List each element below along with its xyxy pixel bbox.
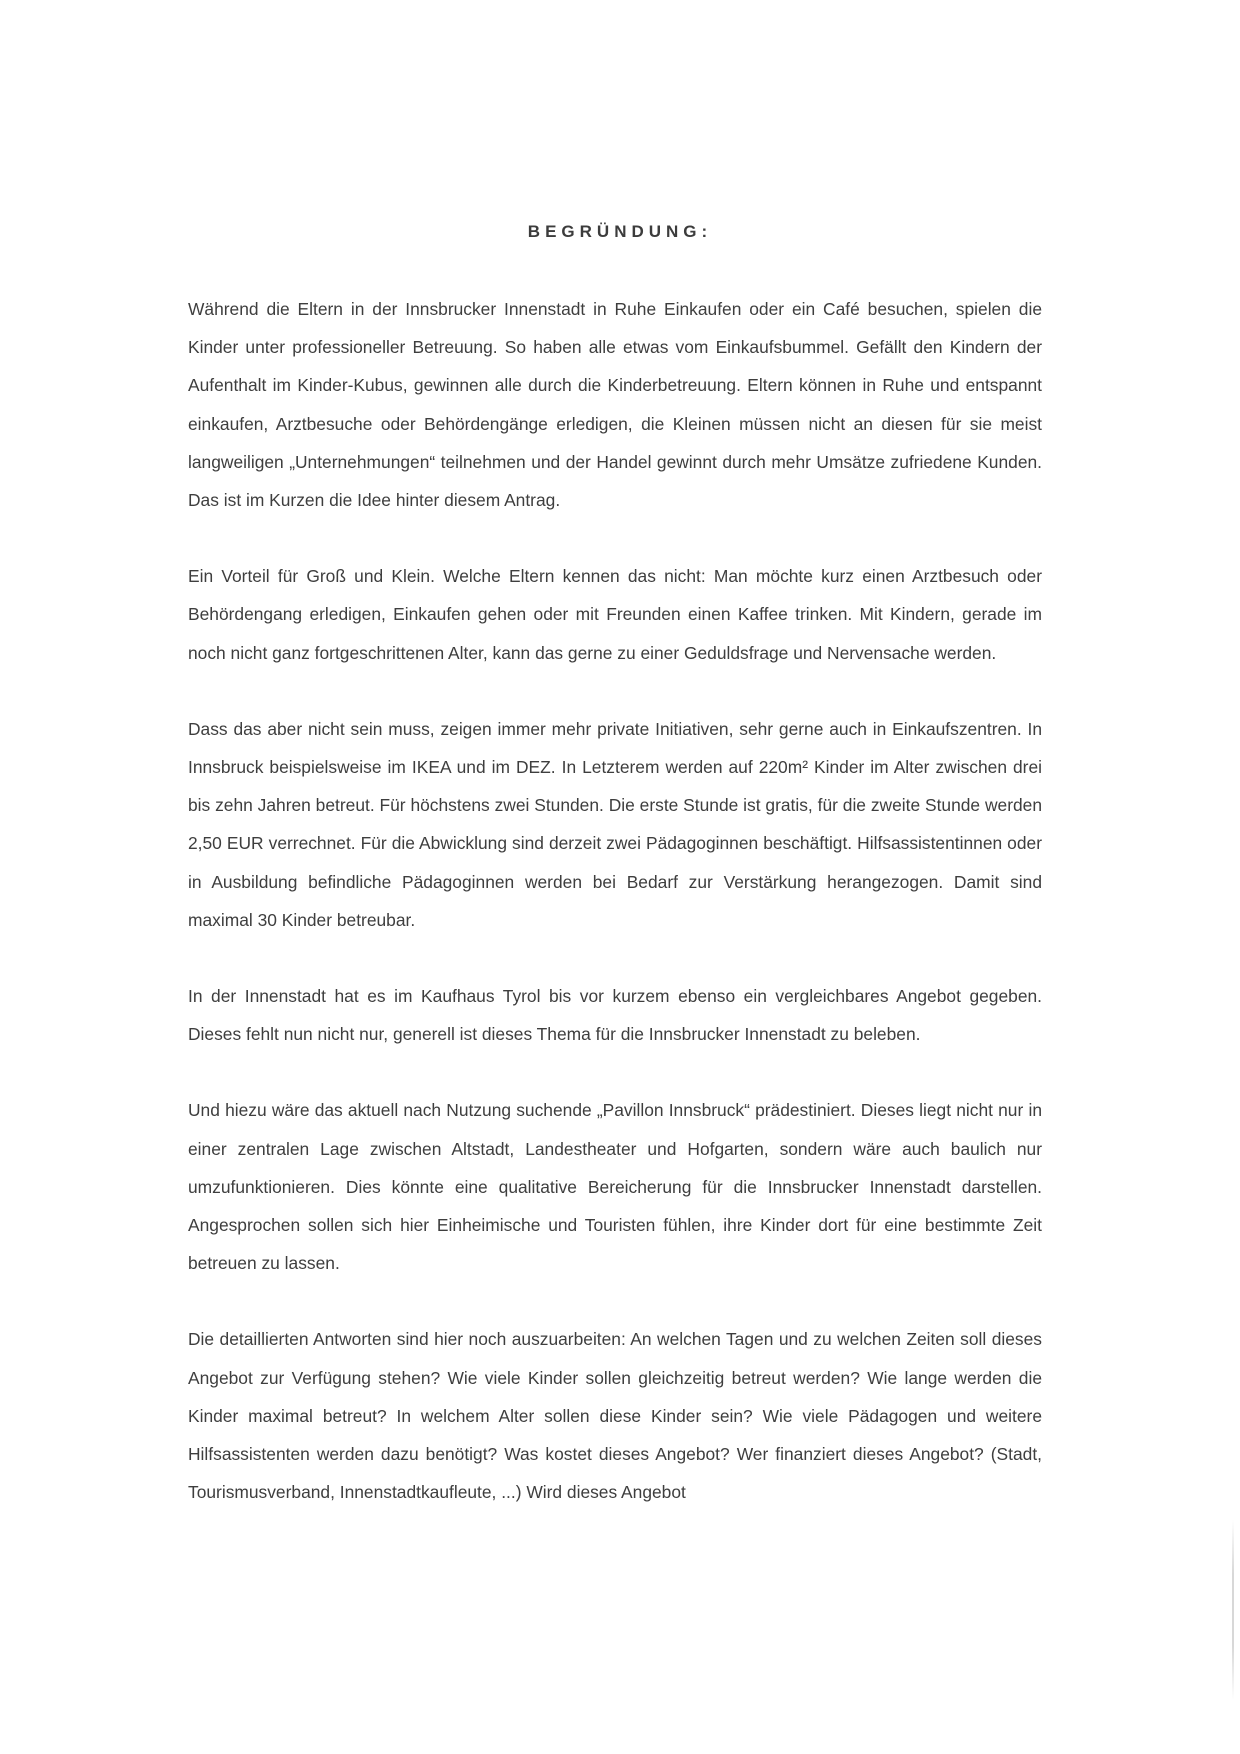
scan-edge-mark <box>1232 1520 1234 1700</box>
paragraph-inner-city: In der Innenstadt hat es im Kaufhaus Tyrol bis vor kurzem ebenso ein vergleichbares Angebot gegeben. Dieses fehlt nun nicht nur, generell ist dieses Thema für die Innsbrucker Innenstadt zu beleben. <box>188 986 1042 1045</box>
paragraph-pavillon: Und hiezu wäre das aktuell nach Nutzung suchende „Pavillon Innsbruck“ prädestiniert. Dieses liegt nicht nur in einer zentralen Lage zwischen Altstadt, Landestheater und Hofgarten, sondern wäre auch baulich nur umzufunktionieren. Dies könnte eine qualitative Bereicherung für die Innsbrucker Innenstadt darstellen. Angesprochen sollen sich hier Einheimische und Touristen fühlen, ihre Kinder dort für eine bestimmte Zeit betreuen zu lassen. <box>188 1100 1042 1274</box>
paragraph-initiatives: Dass das aber nicht sein muss, zeigen immer mehr private Initiativen, sehr gerne auch in Einkaufszentren. In Innsbruck beispielsweise im IKEA und im DEZ. In Letzterem werden auf 220m² Kinder im Alter zwischen drei bis zehn Jahren betreut. Für höchstens zwei Stunden. Die erste Stunde ist gratis, für die zweite Stunde werden 2,50 EUR verrechnet. Für die Abwicklung sind derzeit zwei Pädagoginnen beschäftigt. Hilfsassistentinnen oder in Ausbildung befindliche Pädagoginnen werden bei Bedarf zur Verstärkung herangezogen. Damit sind maximal 30 Kinder betreubar. <box>188 718 1042 930</box>
document-body <box>188 290 1042 1511</box>
paragraph-advantage: Ein Vorteil für Groß und Klein. Welche Eltern kennen das nicht: Man möchte kurz einen Arztbesuch oder Behördengang erledigen, Einkaufen gehen oder mit Freunden einen Kaffee trinken. Mit Kindern, gerade im noch nicht ganz fortgeschrittenen Alter, kann das gerne zu einer Geduldsfrage und Nervensache werden. <box>188 566 1042 663</box>
document-heading: BEGRÜNDUNG: <box>527 222 713 241</box>
paragraph-open-questions: Die detaillierten Antworten sind hier noch auszuarbeiten: An welchen Tagen und zu welchen Zeiten soll dieses Angebot zur Verfügung stehen? Wie viele Kinder sollen gleichzeitig betreut werden? Wie lange werden die Kinder maximal betreut? In welchem Alter sollen diese Kinder sein? Wie viele Pädagogen und weitere Hilfsassistenten werden dazu benötigt? Was kostet dieses Angebot? Wer finanziert dieses Angebot? (Stadt, Tourismusverband, Innenstadtkaufleute, ...) Wird dieses Angebot <box>188 1329 1042 1503</box>
paragraph-intro: Während die Eltern in der Innsbrucker Innenstadt in Ruhe Einkaufen oder ein Café besuchen, spielen die Kinder unter professioneller Betreuung. So haben alle etwas vom Einkaufsbummel. Gefällt den Kindern der Aufenthalt im Kinder-Kubus, gewinnen alle durch die Kinderbetreuung. Eltern können in Ruhe und entspannt einkaufen, Arztbesuche oder Behördengänge erledigen, die Kleinen müssen nicht an diesen für sie meist langweiligen „Unternehmungen“ teilnehmen und der Handel gewinnt durch mehr Umsätze zufriedene Kunden. Das ist im Kurzen die Idee hinter diesem Antrag. <box>188 299 1042 511</box>
